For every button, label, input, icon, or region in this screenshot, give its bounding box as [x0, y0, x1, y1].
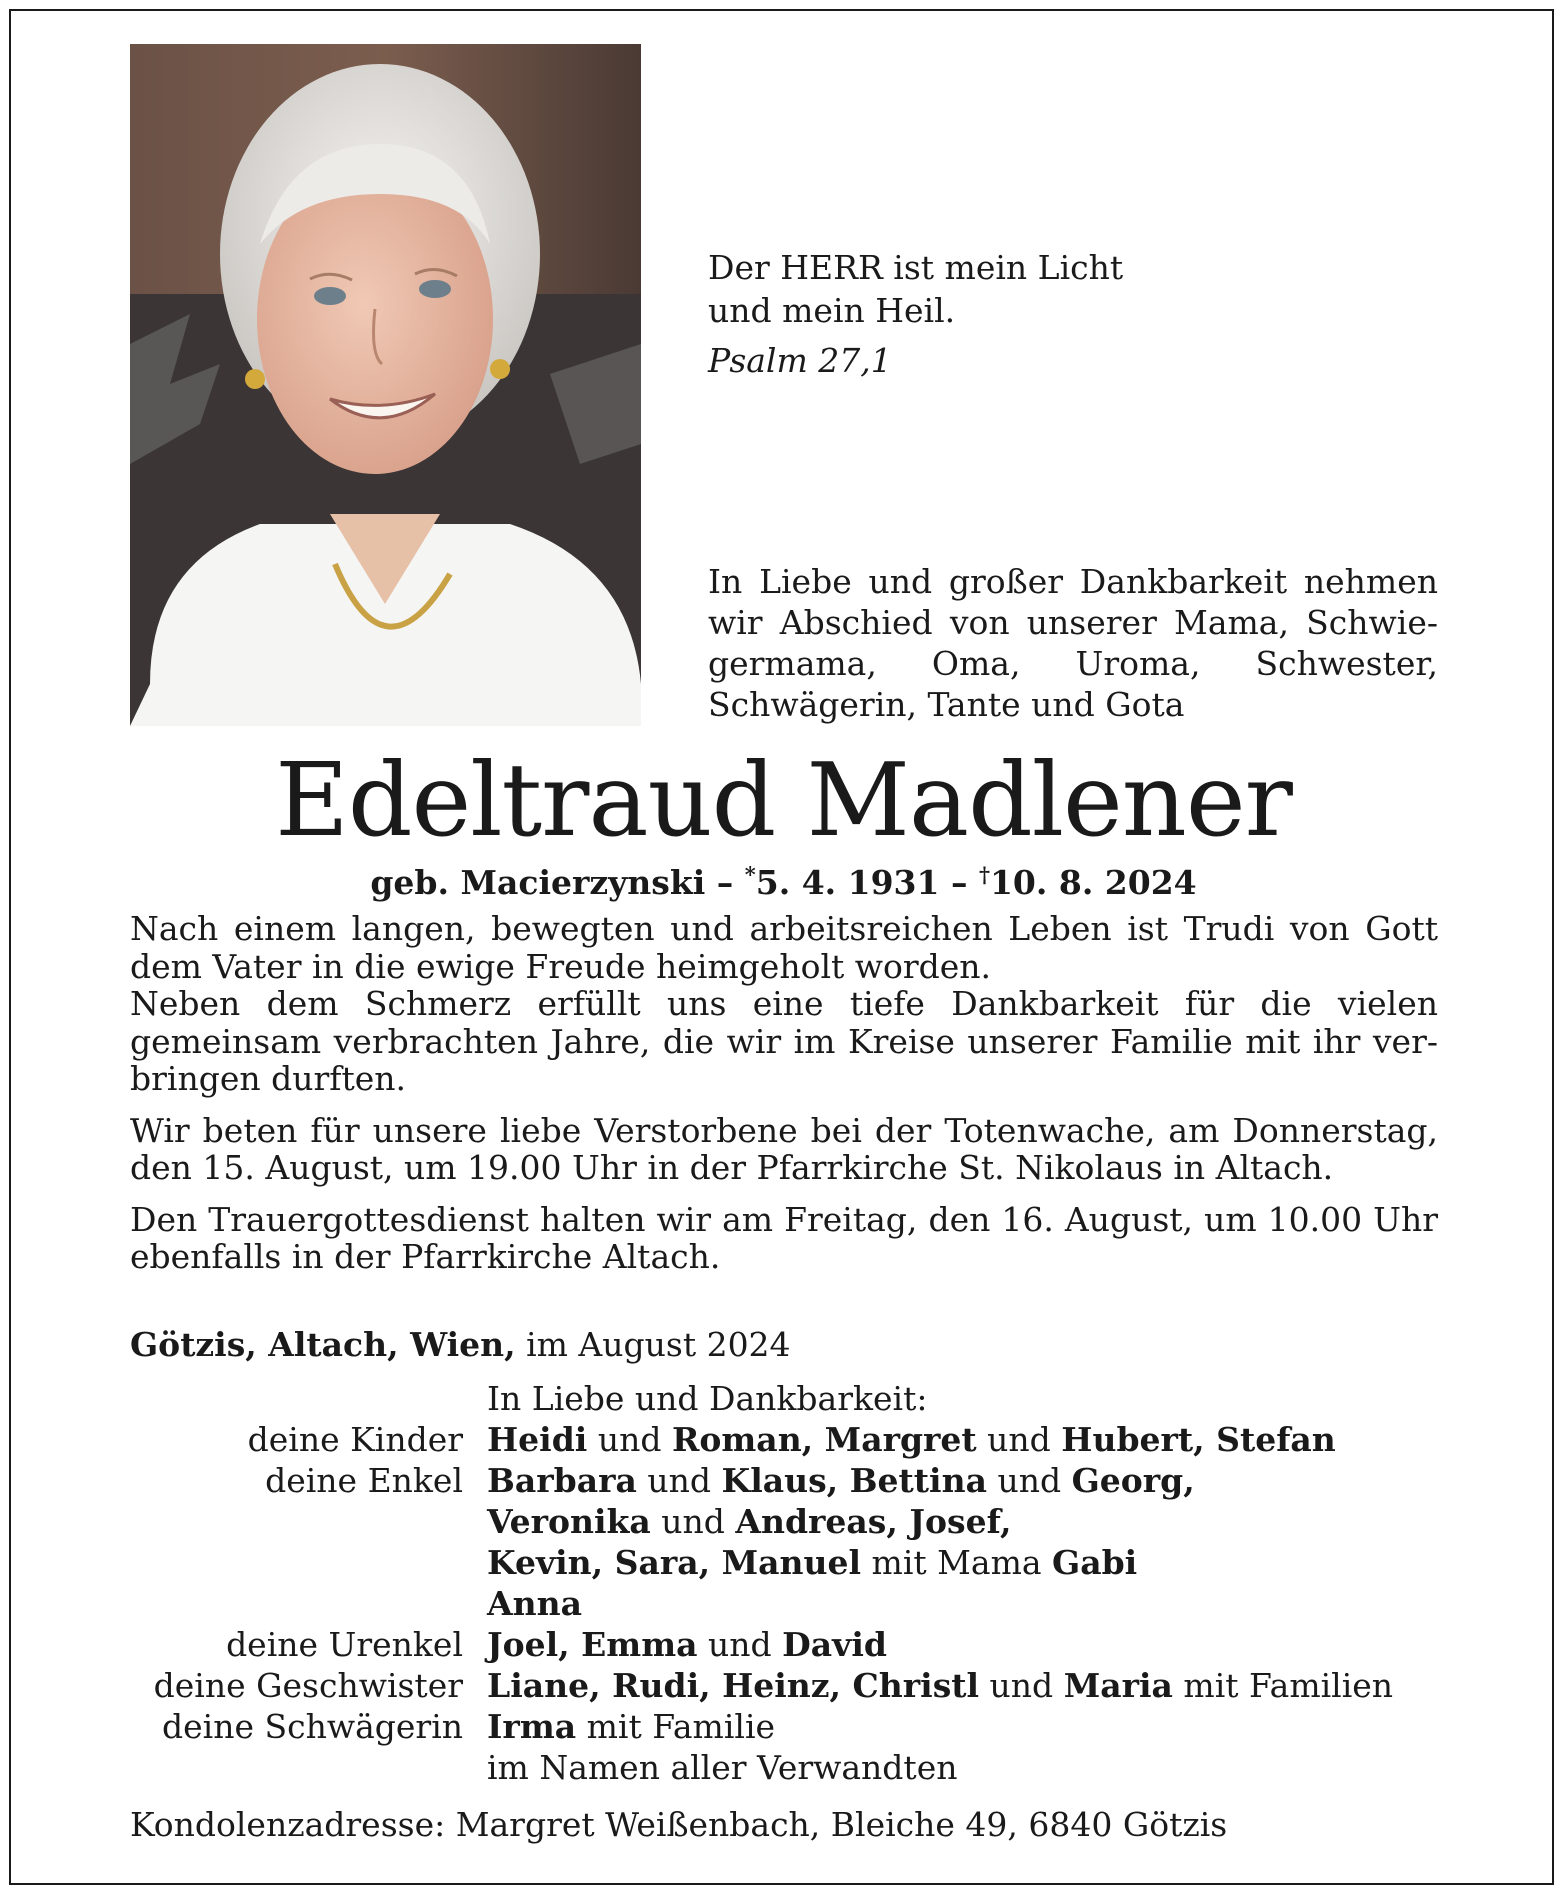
urenkel-row: [0, 1624, 1567, 1665]
death-date: 10. 8. 2024: [989, 863, 1197, 902]
connector: und: [697, 1625, 783, 1664]
mourners-heading-row: [0, 1378, 1567, 1419]
body-line: Wir beten für unsere liebe Verstorbene bei der Totenwache, am Donnerstag,: [130, 1110, 1438, 1150]
connector: mit Familie: [576, 1707, 776, 1746]
name: Georg,: [1071, 1461, 1195, 1500]
enkel-row: [0, 1501, 1567, 1542]
body-line: Neben dem Schmerz erfüllt uns eine tiefe Dankbarkeit für die vielen: [130, 984, 1438, 1023]
name: David: [782, 1625, 887, 1664]
intro-line: In Liebe und großer Dankbarkeit nehmen: [708, 562, 1438, 601]
mourners-list: [0, 1378, 1567, 1788]
closing-row: [0, 1747, 1567, 1788]
name: Joel, Emma: [487, 1625, 698, 1664]
name: Barbara: [487, 1461, 637, 1500]
body-line: den 15. August, um 19.00 Uhr in der Pfarrkirche St. Nikolaus in Altach.: [130, 1148, 1334, 1187]
body-line: ebenfalls in der Pfarrkirche Altach.: [130, 1237, 721, 1276]
connector: mit Familien: [1172, 1666, 1394, 1705]
name: Andreas, Josef,: [735, 1502, 1012, 1541]
psalm-quote: [708, 246, 1123, 382]
relation-label: deine Schwägerin: [162, 1707, 463, 1746]
body-line: Nach einem langen, bewegten und arbeitsreichen Leben ist Trudi von Gott: [130, 909, 1438, 948]
name: Irma: [487, 1707, 577, 1746]
name: Heidi: [487, 1420, 588, 1459]
deceased-name: Edeltraud Madlener: [275, 741, 1292, 859]
separator: –: [705, 863, 745, 902]
connector: und: [976, 1420, 1062, 1459]
name: Hubert, Stefan: [1061, 1420, 1336, 1459]
mourners-heading: In Liebe und Dankbarkeit:: [487, 1379, 928, 1418]
enkel-row: [0, 1542, 1567, 1583]
name: Veronika: [487, 1502, 651, 1541]
name: Klaus, Bettina: [721, 1461, 987, 1500]
intro-line: Schwägerin, Tante und Gota: [708, 685, 1185, 724]
name: Liane, Rudi, Heinz, Christl: [487, 1666, 980, 1705]
body-line: gemeinsam verbrachten Jahre, die wir im Kreise unserer Familie mit ihr ver-: [130, 1021, 1438, 1061]
relation-label: deine Enkel: [265, 1461, 463, 1500]
quote-source: Psalm 27,1: [708, 341, 892, 380]
maiden-name: geb. Macierzynski: [370, 863, 706, 902]
connector: und: [636, 1461, 722, 1500]
connector: und: [587, 1420, 672, 1459]
connector: und: [650, 1502, 736, 1541]
life-dates: [0, 862, 1567, 902]
schwaegerin-row: [0, 1706, 1567, 1747]
name: Roman, Margret: [671, 1420, 977, 1459]
birth-date: 5. 4. 1931: [755, 863, 940, 902]
name: Gabi: [1052, 1543, 1138, 1582]
connector: mit Mama: [861, 1543, 1053, 1582]
connector: und: [979, 1666, 1064, 1705]
relation-label: deine Urenkel: [226, 1625, 463, 1664]
date-text: im August 2024: [515, 1325, 791, 1364]
intro-line: germama, Oma, Uroma, Schwester,: [708, 644, 1438, 683]
birth-symbol: *: [744, 862, 756, 887]
body-line: bringen durften.: [130, 1059, 407, 1098]
name: Kevin, Sara, Manuel: [487, 1543, 862, 1582]
geschwister-row: [0, 1665, 1567, 1706]
condolence-address: Kondolenzadresse: Margret Weißenbach, Bleiche 49, 6840 Götzis: [130, 1805, 1228, 1844]
place-and-date: [130, 1325, 791, 1364]
portrait-photo: [130, 44, 641, 726]
intro-text: [708, 561, 1438, 725]
separator: –: [939, 863, 979, 902]
towns: Götzis, Altach, Wien,: [130, 1325, 516, 1364]
enkel-row: [0, 1583, 1567, 1624]
obituary-body: [130, 910, 1438, 1276]
death-symbol: †: [978, 862, 990, 887]
body-line: dem Vater in die ewige Freude heimgeholt worden.: [130, 946, 992, 986]
intro-line: wir Abschied von unserer Mama, Schwie-: [708, 603, 1438, 642]
name: Anna: [487, 1584, 582, 1623]
body-line: Den Trauergottesdienst halten wir am Freitag, den 16. August, um 10.00 Uhr: [130, 1199, 1438, 1239]
connector: und: [986, 1461, 1072, 1500]
name: Maria: [1063, 1666, 1173, 1705]
quote-line: Der HERR ist mein Licht: [708, 248, 1124, 287]
relation-label: deine Kinder: [247, 1420, 463, 1459]
quote-line: und mein Heil.: [708, 291, 956, 330]
kinder-row: [0, 1419, 1567, 1460]
relation-label: deine Geschwister: [153, 1666, 463, 1705]
enkel-row: [0, 1460, 1567, 1501]
closing-text: im Namen aller Verwandten: [487, 1748, 958, 1787]
